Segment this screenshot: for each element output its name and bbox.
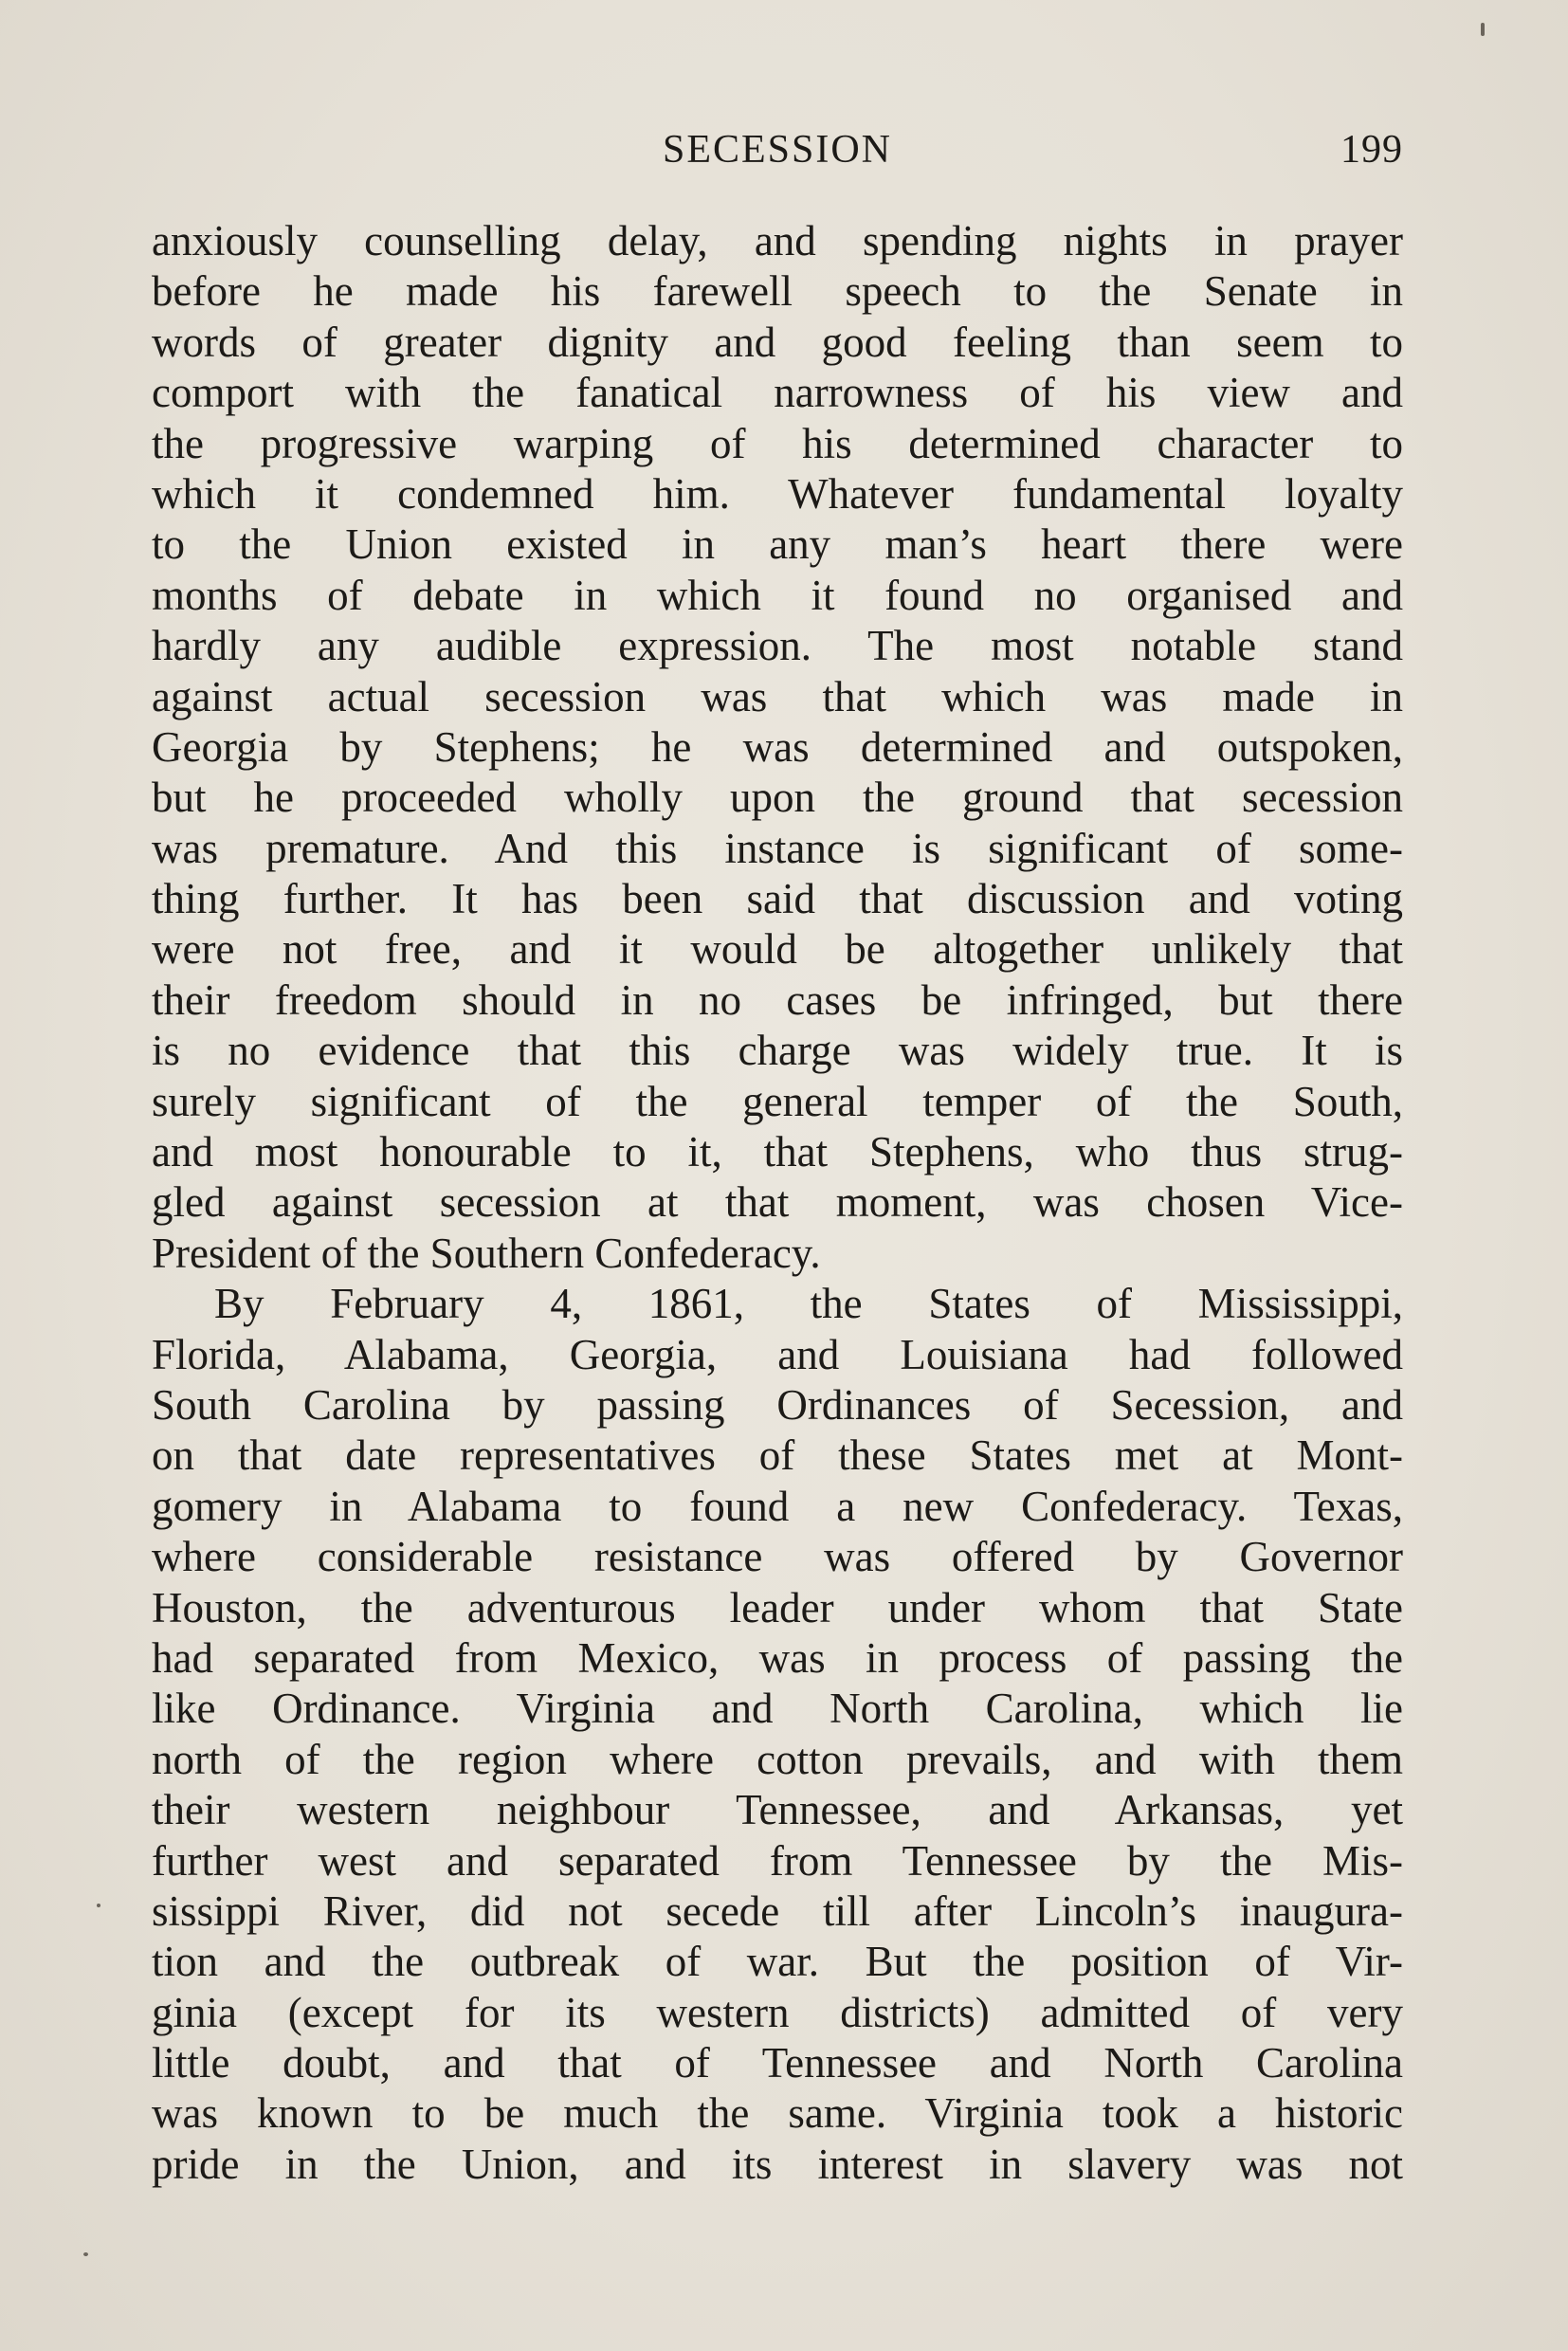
text-line: surely significant of the general temper of the South, (152, 1077, 1403, 1125)
text-line: thing further. It has been said that discussion and voting (152, 875, 1403, 923)
text-line: pride in the Union, and its interest in slavery was not (152, 2140, 1403, 2188)
text-line: like Ordinance. Virginia and North Carolina, which lie (152, 1685, 1403, 1733)
text-line: north of the region where cotton prevails, and with them (152, 1735, 1403, 1783)
page-number: 199 (1340, 128, 1403, 172)
text-line: and most honourable to it, that Stephens, who thus strug- (152, 1128, 1403, 1176)
text-line: ginia (except for its western districts) admitted of very (152, 1988, 1403, 2036)
text-line: Florida, Alabama, Georgia, and Louisiana had followed (152, 1330, 1403, 1378)
body-text (152, 216, 1403, 2190)
paper-speck (83, 2252, 88, 2256)
text-line: By February 4, 1861, the States of Mississippi, (214, 1280, 1403, 1328)
paper-speck (97, 1904, 100, 1907)
text-line: their freedom should in no cases be infringed, but there (152, 975, 1403, 1024)
paper-speck (1481, 23, 1485, 36)
text-line: which it condemned him. Whatever fundamental loyalty (152, 469, 1403, 518)
text-line: sissippi River, did not secede till after Lincoln’s inaugura- (152, 1886, 1403, 1935)
text-line: but he proceeded wholly upon the ground that secession (152, 774, 1403, 822)
paragraph (152, 216, 1403, 1279)
text-line: on that date representatives of these States met at Mont- (152, 1431, 1403, 1480)
text-line: months of debate in which it found no organised and (152, 571, 1403, 619)
text-line: was premature. And this instance is significant of some- (152, 824, 1403, 872)
running-head (152, 121, 1403, 178)
text-line: anxiously counselling delay, and spending nights in prayer (152, 217, 1403, 264)
text-line: words of greater dignity and good feeling than seem to (152, 318, 1403, 366)
text-line: had separated from Mexico, was in process of passing the (152, 1633, 1403, 1682)
text-line: little doubt, and that of Tennessee and North Carolina (152, 2039, 1403, 2087)
text-line: hardly any audible expression. The most notable stand (152, 622, 1403, 670)
text-line: against actual secession was that which was made in (152, 672, 1403, 720)
text-line: South Carolina by passing Ordinances of Secession, and (152, 1380, 1403, 1429)
text-line: the progressive warping of his determined character to (152, 419, 1403, 467)
text-line: gomery in Alabama to found a new Confederacy. Texas, (152, 1482, 1403, 1530)
text-line: is no evidence that this charge was widely true. It is (152, 1027, 1403, 1075)
text-line: Georgia by Stephens; he was determined and outspoken, (152, 722, 1403, 771)
text-line: further west and separated from Tennessee by the Mis- (152, 1836, 1403, 1885)
text-line: Houston, the adventurous leader under whom that State (152, 1583, 1403, 1631)
text-line: were not free, and it would be altogether unlikely that (152, 925, 1403, 974)
text-line: President of the Southern Confederacy. (152, 1229, 821, 1277)
text-line: was known to be much the same. Virginia took a historic (152, 2089, 1403, 2138)
running-title: SECESSION (662, 128, 893, 172)
text-line: gled against secession at that moment, was chosen Vice- (152, 1178, 1403, 1227)
text-line: tion and the outbreak of war. But the position of Vir- (152, 1938, 1403, 1986)
text-line: where considerable resistance was offered by Governor (152, 1533, 1403, 1581)
text-line: their western neighbour Tennessee, and Arkansas, yet (152, 1786, 1403, 1834)
text-line: before he made his farewell speech to the Senate in (152, 267, 1403, 316)
text-line: comport with the fanatical narrowness of his view and (152, 369, 1403, 417)
text-line: to the Union existed in any man’s heart there were (152, 520, 1403, 569)
paragraph (152, 1279, 1403, 2190)
